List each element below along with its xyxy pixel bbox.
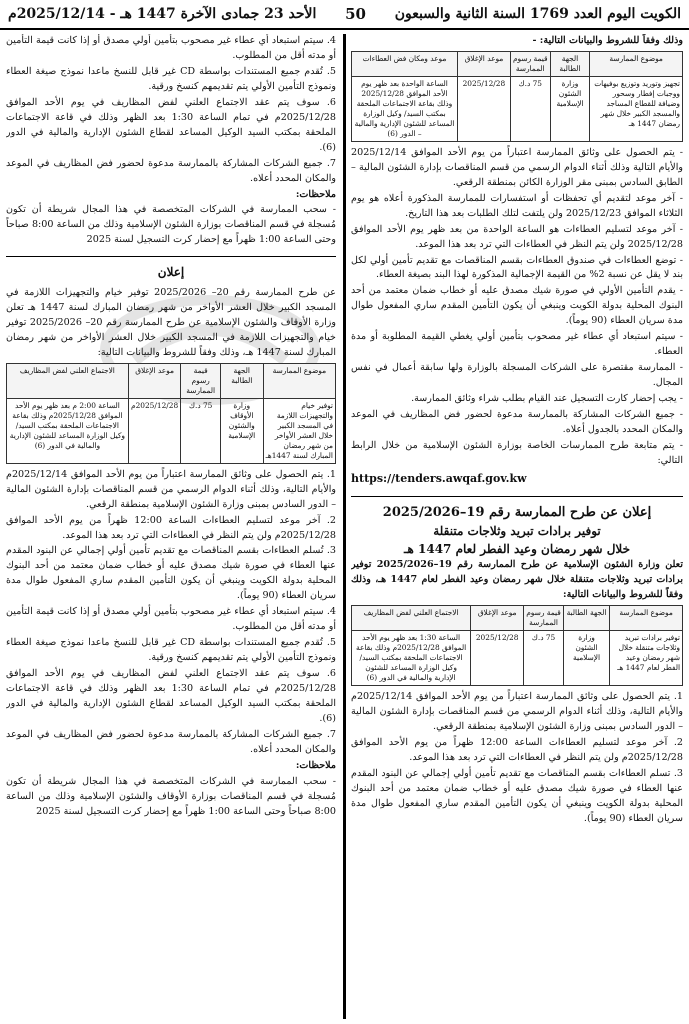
- table-cell: الساعة 2:00 م بعد ظهر يوم الأحد الموافق 2025/12/28م وذلك بقاعة الاجتماعات الملحقة بمكتب السيد/ وكيل الوزارة المساعد للشئون الإدارية والمالية في الدور (6): [7, 398, 129, 463]
- table-header-cell: موضوع الممارسة: [590, 51, 683, 76]
- table-header-cell: موضوع الممارسة: [610, 606, 683, 631]
- left-column: [6, 34, 336, 1022]
- announcement-heading: إعلان: [157, 265, 185, 280]
- paragraph: - سيتم استبعاد أي عطاء غير مصحوب بتأمين أولي يغطي القيمة المطلوبة أو مدة العطاء.: [351, 331, 683, 358]
- paragraph: - جميع الشركات المشاركة بالممارسة مدعوة لحضور فض المظاريف في الموعد والمكان المحدد بالجدول أعلاه.: [351, 409, 683, 435]
- table-header-cell: موضوع الممارسة: [263, 363, 335, 398]
- page-header: [0, 0, 689, 30]
- numbered-item: 4. سيتم استبعاد أي عطاء غير مصحوب بتأمين أولي مصدق أو إذا كانت قيمة التأمين أو مدته أقل من المطلوب.: [6, 606, 336, 633]
- paragraph: - آخر موعد لتسليم العطاءات هو الساعة الواحدة من بعد ظهر يوم الأحد الموافق 2025/12/28 ولن يتم النظر في العطاءات التي ترد بعد هذا الموعد.: [351, 223, 683, 250]
- numbered-item: 6. سوف يتم عقد الاجتماع العلني لفض المظاريف في يوم الأحد الموافق 2025/12/28م في تمام الساعة 1:30 بعد الظهر وذلك في قاعة الاجتماعات الملحقة بمكتب السيد الوكيل المساعد لقطاع الشئون الإدارية والمالية في الدور (6).: [6, 668, 336, 724]
- column-divider: [343, 34, 346, 1019]
- table-cell: الساعة 1:30 بعد ظهر يوم الأحد الموافق 2025/12/28م وذلك بقاعة الاجتماعات الملحقة بمكتب السيد/ وكيل الوزارة المساعد للشئون الإدارية والمالية في الدور (6): [352, 631, 471, 686]
- tenders-link[interactable]: https://tenders.awqaf.gov.kw: [351, 471, 527, 485]
- numbered-item: 4. سيتم استبعاد أي عطاء غير مصحوب بتأمين أولي مصدق أو إذا كانت قيمة التأمين أو مدته أقل من المطلوب.: [6, 35, 336, 61]
- note-text: - سحب الممارسة في الشركات المتخصصة في هذا المجال شريطة أن تكون مُسجلة في قسم المناقصات بوزارة الشئون الإسلامية وذلك من الساعة 8:00 صباحاً وحتى الساعة 1:00 ظهراً مع إحضار كرت التسجيل لسنة 2025: [6, 204, 336, 246]
- tender-table-3: [6, 363, 336, 464]
- announcement-subtitle: توفير برادات تبريد وثلاجات متنقلة: [433, 524, 601, 539]
- paragraph: - يجب إحضار كارت التسجيل عند القيام بطلب شراء وثائق الممارسة.: [411, 393, 683, 405]
- table-header-cell: قيمة رسوم الممارسة: [181, 363, 220, 398]
- paragraph: - يتم الحصول على وثائق الممارسة اعتباراً من يوم الأحد الموافق 2025/12/14 والأيام التالية وذلك أثناء الدوام الرسمي من قسم المناقصات بإدارة الشئون المالية – الطابق السادس بمبنى مقر الوزارة الكائن بمنطقة الرقعي.: [351, 146, 683, 188]
- numbered-item: 2. آخر موعد لتسليم العطاءات الساعة 12:00 ظهراً من يوم الأحد الموافق 2025/12/28م ولن يتم النظر في العطاءات التي ترد بعد هذا الموعد.: [6, 514, 336, 541]
- tender-table-1: [351, 51, 683, 142]
- tender-table-2: [351, 605, 683, 686]
- table-cell: وزارة الشئون الإسلامية: [563, 631, 609, 686]
- table-cell: توفير برادات تبريد وثلاجات متنقلة خلال شهر رمضان وعيد الفطر لعام 1447 هـ: [610, 631, 683, 686]
- paragraph: - يقدم التأمين الأولي في صورة شيك مصدق عليه أو خطاب ضمان معتمد من أحد البنوك المحلية بدولة الكويت وينبغي أن يكون التأمين المقدم ساري المفعول طوال مدة سريان العطاء (90 يوماً).: [351, 285, 683, 327]
- table-header-cell: الاجتماع العلني لفض المظاريف: [352, 606, 471, 631]
- table-cell: 2025/12/28: [471, 631, 524, 686]
- table-cell: 2025/12/28م: [128, 398, 181, 463]
- paragraph: - آخر موعد لتقديم أي تحفظات أو استفسارات للممارسة المذكورة أعلاه هو يوم الثلاثاء الموافق 2025/12/23 ولن يلتفت لتلك الطلبات بعد هذا التاريخ.: [351, 192, 683, 219]
- table-cell: وزارة الشئون الإسلامية: [550, 76, 590, 141]
- table-header-cell: الجهة الطالبة: [220, 363, 263, 398]
- table-header-cell: موعد الإغلاق: [457, 51, 510, 76]
- numbered-item: 7. جميع الشركات المشاركة بالممارسة مدعوة لحضور فض المظاريف في الموعد والمكان المحدد أعلاه.: [6, 728, 336, 755]
- numbered-item: 2. آخر موعد لتسليم العطاءات الساعة 12:00 ظهراً من يوم الأحد الموافق 2025/12/28م ولن يتم النظر في العطاءات التي ترد بعد هذا الموعد.: [351, 736, 683, 763]
- table-header-cell: موعد الإغلاق: [471, 606, 524, 631]
- newspaper-title: الكويت اليوم العدد 1769 السنة الثانية والسبعون: [394, 6, 681, 22]
- table-cell: الساعة الواحدة بعد ظهر يوم الأحد الموافق 2025/12/28 وذلك بقاعة الاجتماعات الملحقة بمكتب السيد/ وكيل الوزارة المساعد للشئون الإدارية والمالية – الدور (6): [352, 76, 458, 141]
- table-header-cell: الجهة الطالبة: [550, 51, 590, 76]
- section-separator: [6, 256, 336, 257]
- table-header-cell: قيمة رسوم الممارسة: [524, 606, 564, 631]
- announcement-body: عن طرح الممارسة رقم 20– 2025/2026 توفير خيام والتجهيزات اللازمة في المسجد الكبير خلال العشر الأواخر من شهر رمضان المبارك لسنة 1447 هـ تعلن وزارة الأوقاف والشئون الإسلامية عن طرح الممارسة رقم 20– 2025/2026 توفير خيام والتجهيزات اللازمة في المسجد الكبير خلال العشر الأواخر من شهر رمضان المبارك لسنة 1447 هـ، وذلك وفقاً للشروط والبيانات التالية:: [6, 287, 336, 358]
- note-text: - سحب الممارسة في الشركات المتخصصة في هذا المجال شريطة أن تكون مُسجلة في قسم المناقصات بوزارة الأوقاف والشئون الإسلامية وذلك من الساعة 8:00 صباحاً وحتى الساعة 1:00 ظهراً مع إحضار كرت التسجيل لسنة 2025: [6, 775, 336, 817]
- table-header-cell: موعد الإغلاق: [128, 363, 181, 398]
- numbered-item: 6. سوف يتم عقد الاجتماع العلني لفض المظاريف في يوم الأحد الموافق 2025/12/28م في تمام الساعة 1:30 بعد الظهر وذلك في قاعة الاجتماعات الملحقة بمكتب السيد الوكيل المساعد لقطاع الشئون الإدارية والمالية في الدور (6).: [6, 96, 336, 153]
- table-cell: تجهيز وتوريد وتوزيع بوفيهات ووجبات إفطار وسحور وضيافة للقطاع المساجد والمسجد الكبير خلال شهر رمضان 1447 هـ: [590, 76, 683, 141]
- table-header-row: [7, 363, 336, 398]
- table-cell: 2025/12/28: [457, 76, 510, 141]
- table-row: [7, 398, 336, 463]
- numbered-item: 1. يتم الحصول على وثائق الممارسة اعتباراً من يوم الأحد الموافق 2025/12/14م والأيام التالية، وذلك أثناء الدوام الرسمي من قسم المناقصات بإدارة الشئون المالية – الدور السادس بمبنى وزارة الشئون الإسلامية بمنطقة الرقعي.: [351, 691, 683, 732]
- table-cell: 75 د.ك: [510, 76, 550, 141]
- notes-heading: ملاحظات:: [295, 188, 336, 200]
- table-header-row: [352, 606, 683, 631]
- table-header-row: [352, 51, 683, 76]
- numbered-item: 5. تُقدم جميع المستندات بواسطة CD غير قابل للنسخ ماعدا نموذج صيغة العطاء ونموذج التأمين الأولي يتم تقديمهم كنسخ ورقية.: [6, 637, 336, 664]
- announcement-subtitle-2: خلال شهر رمضان وعيد الفطر لعام 1447 هـ: [403, 542, 631, 557]
- table-header-cell: قيمة رسوم الممارسة: [510, 51, 550, 76]
- numbered-item: 3. تُسلم العطاءات بقسم المناقصات مع تقديم تأمين أولي إجمالي عن البنود المقدم عنها العطاء في صورة شيك مصدق عليه أو خطاب ضمان معتمد من أحد البنوك المحلية بدولة الكويت وينبغي أن يكون التأمين المقدم ساري المفعول طوال مدة سريان العطاء (90 يوماً).: [6, 545, 336, 602]
- paragraph: - الممارسة مقتصرة على الشركات المسجلة بالوزارة ولها سابقة أعمال في نفس المجال.: [351, 362, 683, 389]
- issue-date: الأحد 23 جمادى الآخرة 1447 هـ - 2025/12/14م: [8, 6, 317, 22]
- table-header-cell: الاجتماع العلني لفض المظاريف: [7, 363, 129, 398]
- table-cell: توفير خيام والتجهيزات اللازمة في المسجد الكبير خلال العشر الأواخر من شهر رمضان المبارك لسنة 1447هـ: [263, 398, 335, 463]
- numbered-item: 5. تُقدم جميع المستندات بواسطة CD غير قابل للنسخ ماعدا نموذج صيغة العطاء ونموذج التأمين الأولي يتم تقديمهم كنسخ ورقية.: [6, 65, 336, 92]
- section-separator: [351, 496, 683, 497]
- table-cell: 75 د.ك: [181, 398, 220, 463]
- numbered-item: 7. جميع الشركات المشاركة بالممارسة مدعوة لحضور فض المظاريف في الموعد والمكان المحدد أعلاه.: [6, 157, 336, 184]
- right-column: [351, 34, 683, 1022]
- paragraph: - يتم متابعة طرح الممارسات الخاصة بوزارة الشئون الإسلامية من خلال الرابط التالي:: [351, 439, 683, 466]
- table-row: [352, 631, 683, 686]
- table-row: [352, 76, 683, 141]
- numbered-item: 1. يتم الحصول على وثائق الممارسة اعتباراً من يوم الأحد الموافق 2025/12/14م والأيام التالية، وذلك أثناء الدوام الرسمي من قسم المناقصات بإدارة الشئون المالية – الدور السادس بمبنى وزارة الشئون الإسلامية بمنطقة الرقعي.: [6, 468, 336, 510]
- table-cell: 75 د.ك: [524, 631, 564, 686]
- page-number: 50: [345, 5, 366, 23]
- intro-text: وذلك وفقاً للشروط والبيانات التالية: -: [532, 35, 683, 46]
- table-header-cell: موعد ومكان فض العطاءات: [352, 51, 458, 76]
- table-header-cell: الجهة الطالبة: [563, 606, 609, 631]
- announcement-title: إعلان عن طرح الممارسة رقم 19–2025/2026: [382, 504, 652, 520]
- paragraph: - توضع العطاءات في صندوق العطاءات بقسم المناقصات مع تقديم تأمين أولي لكل بند لا يقل عن نسبة 2% من القيمة الإجمالية المذكورة لهذا البند بصيغة العطاء.: [351, 254, 683, 281]
- announcement-body: تعلن وزارة الشئون الإسلامية عن طرح الممارسة رقم 19–2025/2026 توفير برادات تبريد وثلاجات متنقلة خلال شهر رمضان وعيد الفطر لعام 1447 هـ، وذلك وفقاً للشروط والبيانات التالية:: [351, 559, 683, 601]
- notes-heading: ملاحظات:: [295, 759, 336, 771]
- table-cell: وزارة الأوقاف والشئون الإسلامية: [220, 398, 263, 463]
- numbered-item: 3. تسلم العطاءات بقسم المناقصات مع تقديم تأمين أولي إجمالي عن البنود المقدم عنها العطاء في صورة شيك مصدق عليه أو خطاب ضمان معتمد من أحد البنوك المحلية بدولة الكويت وينبغي أن يكون التأمين المقدم ساري المفعول طوال مدة سريان العطاء (90 يوماً).: [351, 767, 683, 824]
